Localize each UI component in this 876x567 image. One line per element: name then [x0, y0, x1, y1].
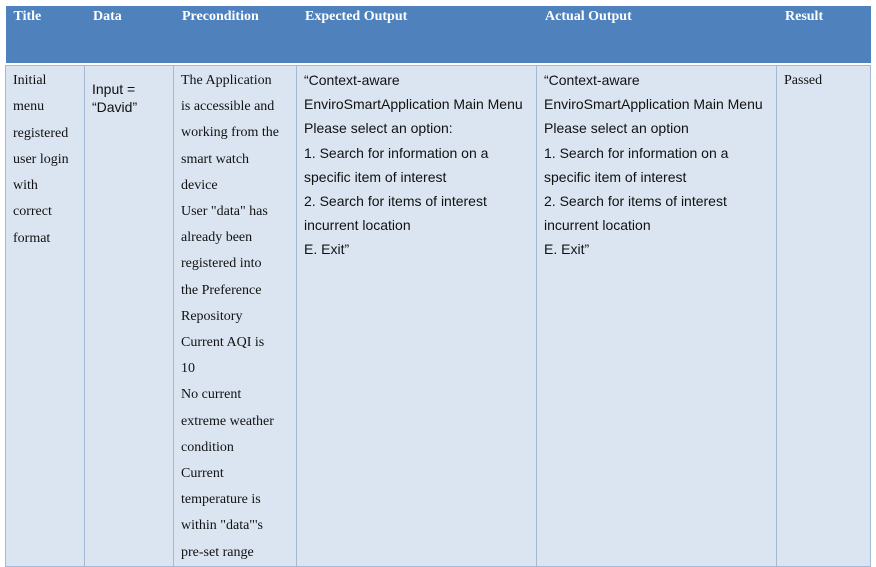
cell-line: User "data" has	[181, 204, 268, 220]
cell-line: within "data"'s	[181, 518, 263, 534]
title-lines	[13, 68, 84, 252]
expected-lines	[304, 68, 536, 262]
cell-line: specific item of interest	[304, 168, 447, 185]
precondition-lines	[181, 68, 296, 566]
cell-line: EnviroSmartApplication Main Menu	[544, 96, 763, 113]
cell-line: menu	[13, 99, 45, 115]
cell-line: working from the	[181, 125, 279, 141]
cell-line: Current	[181, 466, 224, 482]
cell-line: Current AQI is	[181, 335, 265, 351]
cell-line: format	[13, 230, 51, 246]
cell-line: 1. Search for information on a	[544, 144, 729, 161]
cell-line: 1. Search for information on a	[304, 144, 489, 161]
cell-line: condition	[181, 439, 234, 455]
cell-line: pre-set range	[181, 544, 254, 560]
cell-line: smart watch	[181, 151, 250, 167]
cell-line: is accessible and	[181, 99, 275, 115]
header-precondition: Precondition	[174, 6, 297, 63]
cell-line: E. Exit”	[544, 241, 590, 258]
actual-lines	[544, 68, 776, 262]
cell-line: The Application	[181, 73, 272, 88]
test-case-table	[5, 6, 871, 567]
cell-line: the Preference	[181, 282, 262, 298]
cell-line: “Context-aware	[544, 72, 640, 88]
cell-expected-output	[297, 66, 537, 567]
cell-line: Repository	[181, 308, 243, 324]
cell-line: Please select an option	[544, 120, 689, 137]
cell-result: Passed	[777, 66, 871, 567]
cell-actual-output	[537, 66, 777, 567]
cell-line: EnviroSmartApplication Main Menu	[304, 96, 523, 113]
cell-line: device	[181, 177, 218, 193]
data-lines	[92, 80, 173, 116]
cell-line: specific item of interest	[544, 168, 687, 185]
table-row	[6, 66, 871, 567]
header-data: Data	[85, 6, 174, 63]
cell-line: “Context-aware	[304, 72, 400, 88]
cell-line: user login	[13, 151, 69, 167]
cell-line: Initial	[13, 73, 47, 88]
cell-line: temperature is	[181, 492, 261, 508]
cell-line: registered into	[181, 256, 262, 272]
cell-precondition	[174, 66, 297, 567]
header-row	[6, 6, 871, 63]
cell-line: incurrent location	[544, 217, 651, 234]
header-actual-output: Actual Output	[537, 6, 777, 63]
cell-line: 10	[181, 361, 195, 377]
cell-line: E. Exit”	[304, 241, 350, 258]
cell-line: Input =	[92, 81, 136, 97]
cell-line: with	[13, 178, 38, 194]
header-title: Title	[6, 6, 85, 63]
cell-line: extreme weather	[181, 413, 274, 429]
cell-line: correct	[13, 204, 52, 220]
cell-line: 2. Search for items of interest	[544, 193, 727, 210]
cell-line: already been	[181, 230, 253, 246]
cell-line: Please select an option:	[304, 120, 453, 137]
cell-line: registered	[13, 125, 69, 141]
header-expected-output: Expected Output	[297, 6, 537, 63]
cell-title	[6, 66, 85, 567]
cell-line: 2. Search for items of interest	[304, 193, 487, 210]
header-result: Result	[777, 6, 871, 63]
cell-data	[85, 66, 174, 567]
cell-line: “David”	[92, 99, 138, 115]
cell-line: incurrent location	[304, 217, 411, 234]
cell-line: No current	[181, 387, 242, 403]
